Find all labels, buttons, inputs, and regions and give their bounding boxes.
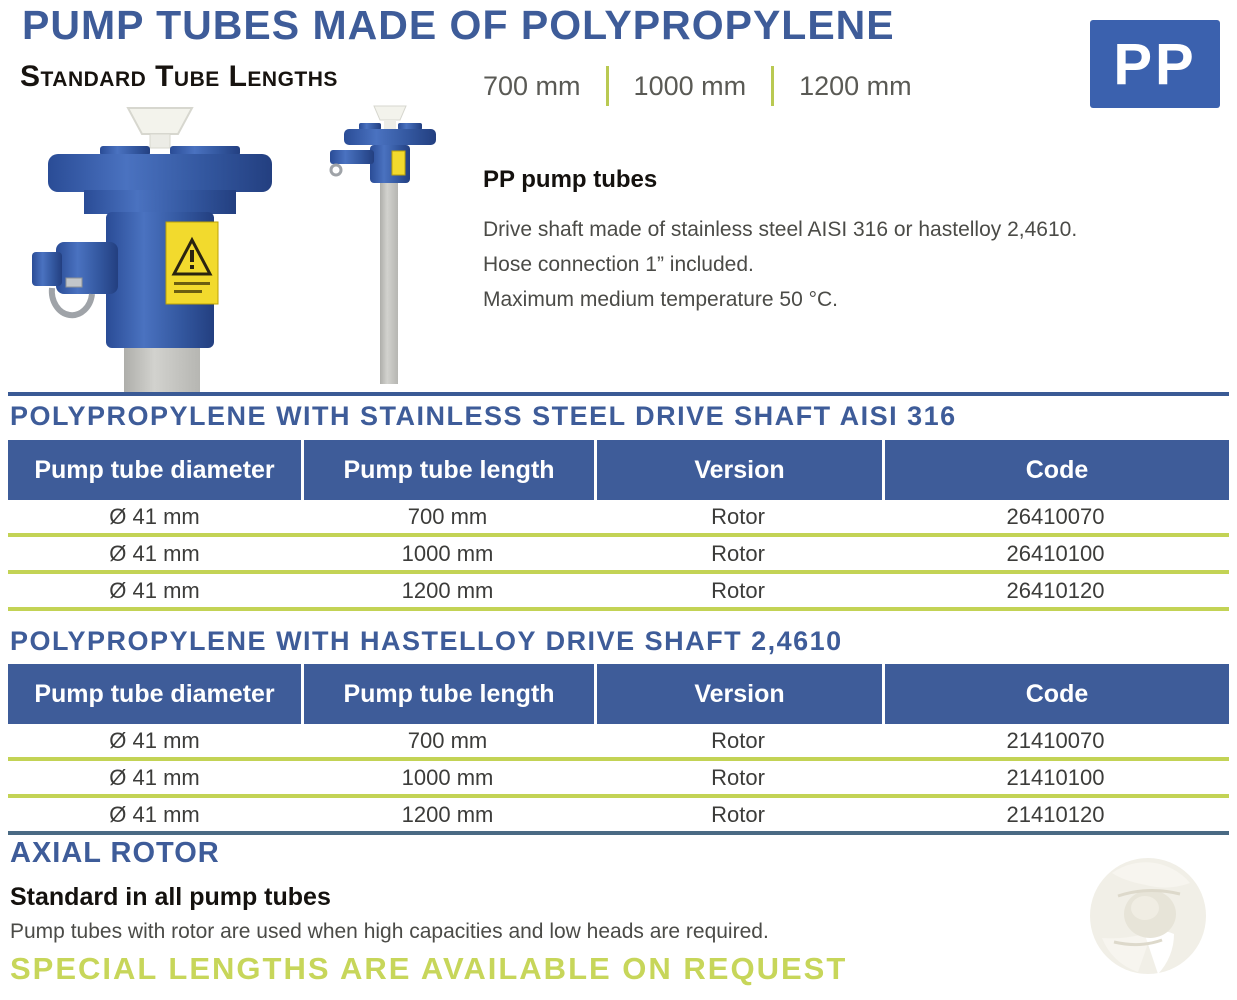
table-row [8,500,1229,537]
cell-diameter: Ø 41 mm [109,577,200,603]
cell-diameter: Ø 41 mm [109,727,200,753]
column-header-diameter: Pump tube diameter [34,679,275,708]
table-row [8,761,1229,798]
cell-length: 700 mm [407,727,488,753]
cell-length: 1000 mm [401,540,494,566]
axial-rotor-heading: AXIAL ROTOR [10,837,220,869]
cell-code: 21410100 [1006,764,1105,790]
pp-material-badge [1090,20,1220,108]
pump-tube-photos [30,102,440,394]
cell-code: 26410100 [1006,540,1105,566]
cell-length: 1000 mm [401,764,494,790]
section-title-stainless: POLYPROPYLENE WITH STAINLESS STEEL DRIVE SHAFT AISI 316 [10,401,957,431]
description-line: Drive shaft made of stainless steel AISI 316 or hastelloy 2,4610. [483,218,1078,241]
cell-code: 21410070 [1006,727,1105,753]
cell-version: Rotor [711,764,765,790]
column-header-version: Version [594,664,882,724]
cell-code: 26410070 [1006,503,1105,529]
cell-diameter: Ø 41 mm [109,764,200,790]
tube-length-1000: 1000 mm [633,70,747,101]
cell-length: 1200 mm [401,801,494,827]
table-hastelloy [8,664,1229,835]
column-header-version: Version [594,440,882,500]
table-header-row [8,664,1229,724]
pump-head-photo [32,108,272,392]
cell-diameter: Ø 41 mm [109,503,200,529]
cell-length: 700 mm [407,503,488,529]
table-row [8,574,1229,611]
axial-rotor-description: Pump tubes with rotor are used when high capacities and low heads are required. [10,920,769,943]
column-header-length: Pump tube length [301,440,594,500]
cell-diameter: Ø 41 mm [109,801,200,827]
page-title: PUMP TUBES MADE OF POLYPROPYLENE [22,2,895,48]
pp-material-badge-label: PP [1113,31,1197,97]
pump-tube-full-photo [330,106,436,384]
column-header-length: Pump tube length [301,664,594,724]
section-title-hastelloy: POLYPROPYLENE WITH HASTELLOY DRIVE SHAFT 2,4610 [10,626,843,656]
table-stainless-steel [8,440,1229,611]
standard-tube-lengths-heading: Standard Tube Lengths [20,60,338,93]
length-divider [771,66,774,106]
horizontal-rule [8,392,1229,396]
cell-version: Rotor [711,801,765,827]
pp-pump-tubes-heading: PP pump tubes [483,166,658,193]
cell-length: 1200 mm [401,577,494,603]
axial-rotor-subheading: Standard in all pump tubes [10,883,331,911]
product-description [483,212,1077,317]
tube-length-700: 700 mm [483,70,581,101]
cell-diameter: Ø 41 mm [109,540,200,566]
cell-code: 21410120 [1006,801,1105,827]
cell-code: 26410120 [1006,577,1105,603]
special-lengths-note: SPECIAL LENGTHS ARE AVAILABLE ON REQUEST [10,951,848,986]
table-header-row [8,440,1229,500]
column-header-diameter: Pump tube diameter [34,455,275,484]
description-line: Maximum medium temperature 50 °C. [483,288,839,311]
cell-version: Rotor [711,577,765,603]
cell-version: Rotor [711,503,765,529]
length-divider [606,66,609,106]
table-row [8,537,1229,574]
column-header-code: Code [882,664,1229,724]
tube-length-1200: 1200 mm [799,70,912,101]
table-row [8,724,1229,761]
column-header-code: Code [882,440,1229,500]
axial-rotor-photo [1072,838,1222,993]
cell-version: Rotor [711,540,765,566]
tube-length-options [483,64,912,108]
description-line: Hose connection 1” included. [483,253,754,276]
cell-version: Rotor [711,727,765,753]
table-row [8,798,1229,835]
